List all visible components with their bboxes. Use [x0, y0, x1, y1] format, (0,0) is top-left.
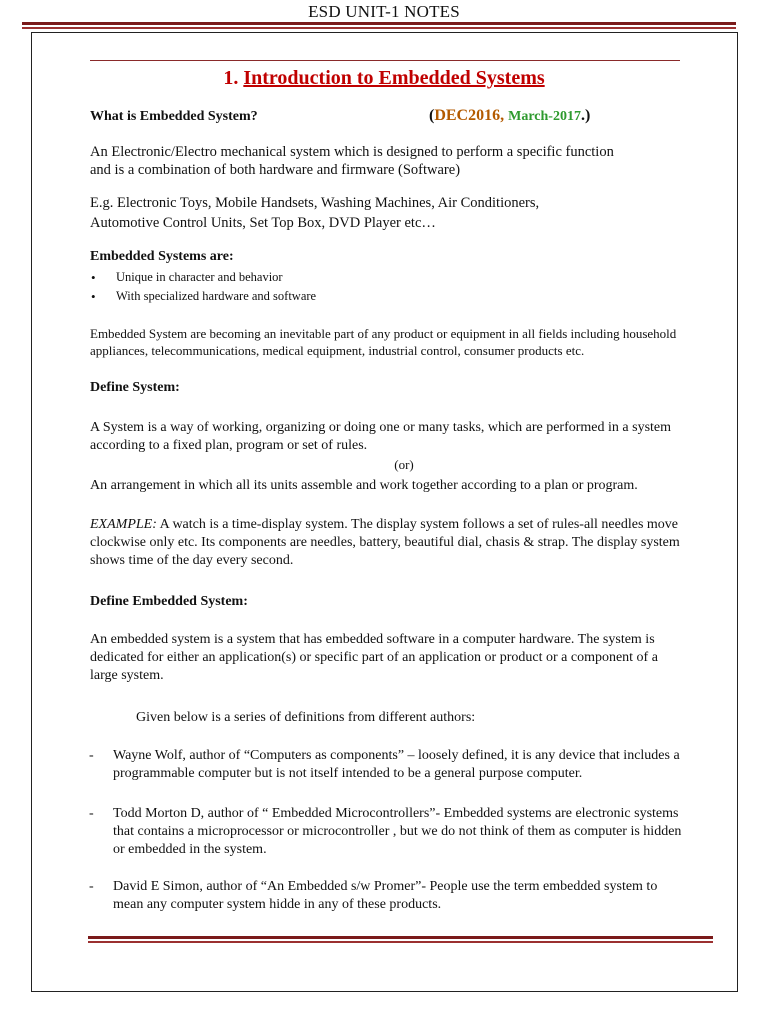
embedded-def-line-3: large system. — [90, 668, 164, 683]
author-line: mean any computer system hidde in any of these products. — [113, 897, 442, 912]
footer-rule-top — [88, 936, 713, 939]
author-line: that contains a microprocessor or microcontroller , but we do not think of them as computer is hidden — [113, 824, 682, 839]
inevitable-line-1: Embedded System are becoming an inevitable part of any product or equipment in all fields including household — [90, 326, 677, 341]
author-definition-wolf — [90, 747, 730, 783]
intro-paragraph — [90, 143, 730, 179]
example-line-1: A watch is a time-display system. The display system follows a set of rules-all needles move — [156, 517, 679, 532]
system-def-line-2: according to a fixed plan, program or set of rules. — [90, 438, 368, 453]
list-dash: - — [89, 748, 94, 763]
author-line: Todd Morton D, author of “ Embedded Microcontrollers”- Embedded systems are electronic systems — [113, 806, 679, 821]
list-item: • With specialized hardware and software — [90, 287, 690, 306]
author-line: or embedded in the system. — [113, 842, 267, 857]
author-line: David E Simon, author of “An Embedded s/w Promer”- People use the term embedded system to — [113, 879, 658, 894]
section-title-text: Introduction to Embedded Systems — [243, 67, 545, 89]
title-rule — [90, 60, 680, 61]
author-line: Wayne Wolf, author of “Computers as components” – loosely defined, it is any device that includes a — [113, 748, 680, 763]
system-def-line-1: A System is a way of working, organizing or doing one or many tasks, which are performed in a system — [90, 420, 672, 435]
example-line-3: shows time of the day every second. — [90, 553, 294, 568]
list-item: • Unique in character and behavior — [90, 268, 690, 287]
dates-open: ( — [429, 107, 435, 124]
list-dash: - — [89, 879, 94, 894]
inevitable-line-2: appliances, telecommunications, medical equipment, industrial control, consumer products etc. — [90, 343, 585, 358]
footer-rule-bottom — [88, 941, 713, 943]
or-separator: (or) — [394, 457, 414, 472]
embedded-systems-are-heading: Embedded Systems are: — [90, 249, 234, 264]
system-alt-definition: An arrangement in which all its units assemble and work together according to a plan or program. — [90, 478, 638, 493]
characteristics-list — [90, 268, 690, 306]
header-rule-top — [22, 22, 736, 25]
section-title — [0, 65, 768, 91]
section-number: 1. — [223, 67, 244, 89]
examples-paragraph — [90, 193, 730, 233]
inevitable-paragraph — [90, 325, 730, 359]
given-below-text: Given below is a series of definitions from different authors: — [136, 710, 476, 725]
dates-close: .) — [580, 107, 591, 124]
what-is-question: What is Embedded System? — [90, 109, 258, 124]
system-definition — [90, 419, 730, 455]
define-system-heading: Define System: — [90, 380, 180, 395]
page-header: ESD UNIT-1 NOTES — [308, 2, 460, 21]
watch-example — [90, 516, 730, 570]
date-dec2016: DEC2016, — [434, 107, 509, 124]
examples-line-1: E.g. Electronic Toys, Mobile Handsets, Washing Machines, Air Conditioners, — [90, 195, 540, 211]
author-definition-morton — [90, 805, 730, 859]
example-line-2: clockwise only etc. Its components are needles, battery, beautiful dial, chasis & strap. The display system — [90, 535, 680, 550]
examples-line-2: Automotive Control Units, Set Top Box, DVD Player etc… — [90, 215, 436, 231]
example-label: EXAMPLE: — [90, 517, 157, 532]
exam-dates — [429, 105, 590, 128]
define-embedded-heading: Define Embedded System: — [90, 594, 248, 609]
header-rule-bottom — [22, 27, 736, 29]
embedded-def-line-1: An embedded system is a system that has embedded software in a computer hardware. The system is — [90, 632, 655, 647]
list-dash: - — [89, 806, 94, 821]
intro-line-1: An Electronic/Electro mechanical system which is designed to perform a specific function — [90, 144, 614, 160]
intro-line-2: and is a combination of both hardware and firmware (Software) — [90, 162, 461, 178]
date-march2017: March-2017 — [508, 109, 581, 124]
embedded-def-line-2: dedicated for either an application(s) or specific part of an application or product or a component of a — [90, 650, 658, 665]
author-line: programmable computer but is not itself intended to be a general purpose computer. — [113, 766, 583, 781]
embedded-definition — [90, 631, 730, 685]
author-definition-simon — [90, 878, 730, 914]
